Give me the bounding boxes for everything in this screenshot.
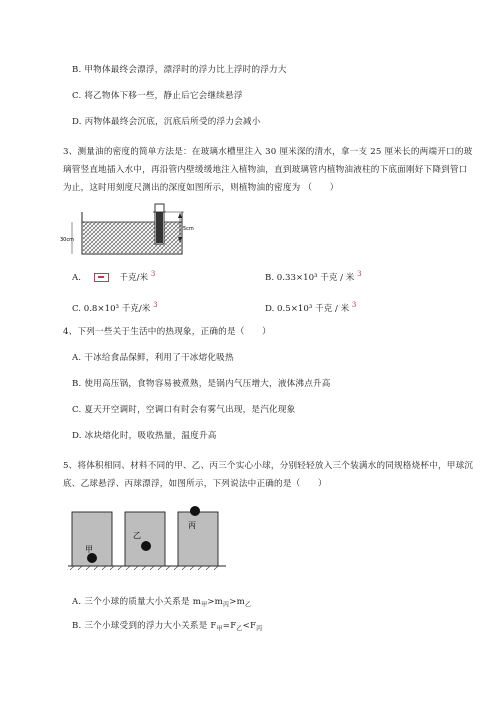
q3-stem: 3、测量油的密度的简单方法是：在玻璃水槽里注入 30 厘米深的清水，拿一支 25 厘米长的两端开口的玻璃管竖直地插入水中，再沿管内壁缓缓地注入植物油，直到玻璃管内植物油液柱的下底面刚好下降到管口为止，这时用刻度尺测出的深度如图所示，则植物油的密度为 （ ） (63, 147, 473, 193)
q5-option-b-prefix: B. 三个小球受到的浮力大小关系是 F (72, 621, 217, 631)
q5-option-b-sub-bing: 丙 (256, 625, 263, 633)
q5-option-a (72, 596, 251, 612)
q5-option-a-gt-2: >m (229, 597, 245, 607)
q3-option-b-unit-exponent: 3 (357, 270, 362, 278)
q3-option-d-text: D. 0.5×10³ 千克 / 米 (265, 303, 350, 314)
q3-option-c-text: C. 0.8×10³ 千克/米 (72, 303, 151, 314)
q4-stem: 4、下列一些关于生活中的热现象，正确的是（ ） (63, 327, 271, 337)
q4-option-a: A. 干冰给食品保鲜，利用了干冰熔化吸热 (72, 353, 234, 363)
q2-option-d: D. 丙物体最终会沉底，沉底后所受的浮力会减小 (72, 117, 261, 127)
q3-option-b-text: B. 0.33×10³ 千克 / 米 (265, 272, 355, 283)
q3-option-a-unit: 千克/米 (119, 272, 149, 283)
q2-option-b: B. 甲物体最终会漂浮，漂浮时的浮力比上浮时的浮力大 (72, 65, 287, 75)
q3-option-d-unit-exponent: 3 (351, 301, 357, 309)
q2-option-c: C. 将乙物体下移一些，静止后它会继续悬浮 (72, 91, 243, 101)
q5-option-b-eq: =F (222, 621, 237, 631)
q5-option-a-gt-1: >m (207, 597, 224, 607)
q4-option-b: B. 使用高压锅，食物容易被煮熟，是锅内气压增大，液体沸点升高 (72, 379, 331, 389)
q5-option-a-sub-jia: 甲 (201, 601, 208, 609)
q3-option-a-label: A. (72, 272, 81, 283)
q4-option-c: C. 夏天开空调时，空调口有时会有雾气出现，是汽化现象 (72, 405, 296, 415)
q5-option-b-sub-jia: 甲 (216, 625, 223, 633)
q5-option-b-lt: <F (242, 621, 257, 631)
q5-stem: 5、将体积相同、材料不同的甲、乙、丙三个实心小球，分别轻轻放入三个装满水的同规格烧杯中，甲球沉底、乙球悬浮、丙球漂浮，如图所示，下列说法中正确的是（ ） (63, 461, 474, 489)
q3-option-a-unit-exponent: 3 (150, 270, 156, 278)
q3-option-c (72, 301, 158, 314)
q3-option-a-image (94, 273, 109, 282)
q3-option-d (265, 301, 356, 314)
q5-option-b-sub-yi: 乙 (236, 625, 243, 633)
q5-option-a-sub-yi: 乙 (244, 601, 252, 609)
q3-option-b (265, 270, 362, 283)
q3-left-mark: 30cm (60, 237, 74, 243)
ball-yi-label: 乙 (133, 531, 141, 540)
q5-option-a-prefix: A. 三个小球的质量大小关系是 m (72, 597, 202, 607)
q5-option-a-sub-bing: 丙 (223, 601, 230, 609)
q3-right-mark: 5cm (183, 226, 194, 232)
q3-option-a (72, 270, 155, 283)
q4-option-d: D. 冰块熔化时，吸收热量，温度升高 (72, 431, 217, 441)
ball-bing-label: 丙 (188, 521, 196, 530)
q5-option-b (72, 620, 262, 636)
q5-beakers-figure (68, 508, 228, 574)
ball-jia-label: 甲 (85, 545, 93, 554)
q3-tank-figure (62, 204, 202, 262)
q3-option-c-unit-exponent: 3 (153, 301, 158, 309)
